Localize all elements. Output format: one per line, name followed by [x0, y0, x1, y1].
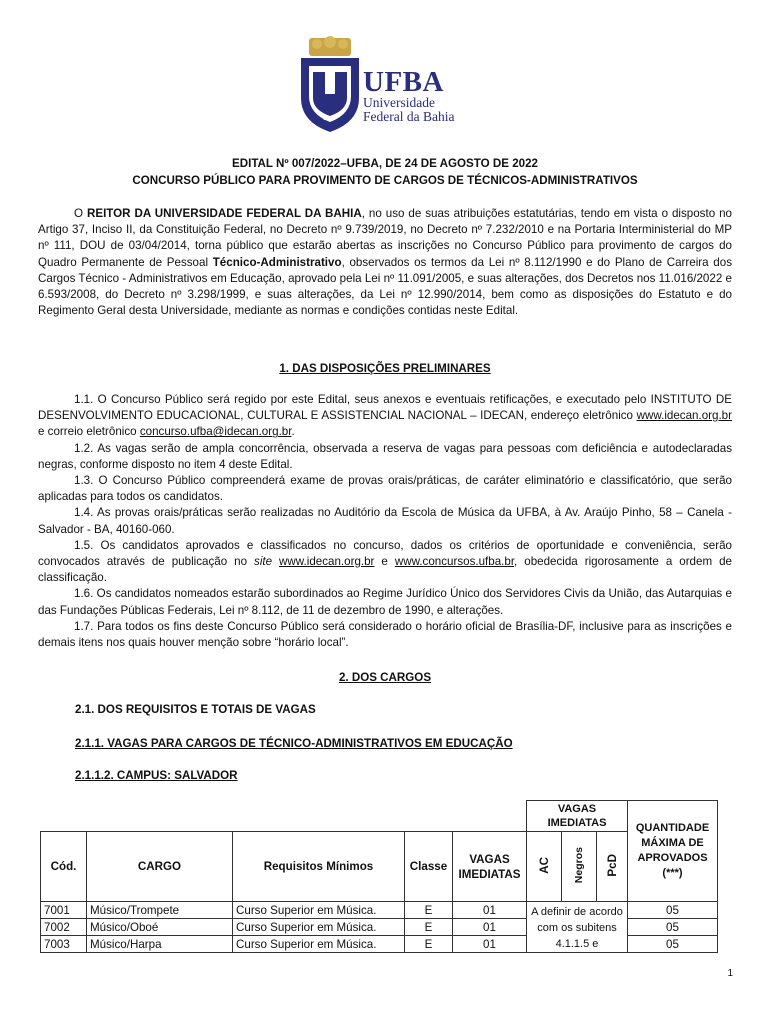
table-row	[41, 902, 718, 919]
item-1-3: 1.3. O Concurso Público compreenderá exame de provas orais/práticas, de caráter eliminatório e classificatório, que serão aplicadas para todos os candidatos.	[38, 474, 732, 504]
idecan-link-2[interactable]: www.idecan.org.br	[279, 555, 375, 569]
item-1-4: 1.4. As provas orais/práticas serão realizadas no Auditório da Escola de Música da UFBA, à Av. Araújo Pinho, 58 – Canela - Salvador - BA, 40160-060.	[38, 506, 732, 536]
edital-title: EDITAL Nº 007/2022–UFBA, DE 24 DE AGOSTO DE 2022	[232, 157, 538, 170]
negros-header: Negros	[573, 846, 585, 884]
merged-note-cell: A definir de acordo com os subitens 4.1.1.5 e	[527, 902, 628, 953]
item-1-1: 1.1. O Concurso Público será regido por este Edital, seus anexos e eventuais retificações, e executado pelo INSTITUTO DE DESENVOLVIMENTO EDUCACIONAL, CULTURAL E ASSISTENCIAL NACIONAL – IDECAN, endereço eletrônico www.idecan.org.br e correio eletrônico concurso.ufba@idecan.org.br.	[38, 393, 732, 439]
edital-subtitle: CONCURSO PÚBLICO PARA PROVIMENTO DE CARGOS DE TÉCNICOS-ADMINISTRATIVOS	[132, 174, 638, 187]
ufba-logo	[295, 36, 475, 136]
cargo-header: CARGO	[87, 832, 233, 902]
logo-name: UFBA	[363, 66, 444, 98]
item-1-6: 1.6. Os candidatos nomeados estarão subordinados ao Regime Jurídico Único dos Servidores Civis da União, das Autarquias e das Fundações Públicas Federais, Lei nº 8.112, de 11 de dezembro de 1990, e alterações.	[38, 587, 732, 617]
cell-quant: 05	[628, 902, 718, 919]
cell-quant: 05	[628, 919, 718, 936]
section-2-title: 2. DOS CARGOS	[338, 671, 432, 684]
section-1-body	[38, 392, 732, 651]
idecan-link[interactable]: www.idecan.org.br	[636, 409, 732, 423]
item-1-2: 1.2. As vagas serão de ampla concorrência, observada a reserva de vagas para pessoas com deficiência e autodeclaradas negras, conforme disposto no item 4 deste Edital.	[38, 441, 732, 471]
cell-vagas: 01	[453, 902, 527, 919]
subsection-2-1-1: 2.1.1. VAGAS PARA CARGOS DE TÉCNICO-ADMINISTRATIVOS EM EDUCAÇÃO	[75, 737, 513, 750]
section-1-title: 1. DAS DISPOSIÇÕES PRELIMINARES	[279, 362, 491, 375]
cell-cargo: Músico/Harpa	[87, 936, 233, 953]
logo-line1: Universidade	[363, 95, 435, 110]
vagas-table-wrapper	[40, 800, 718, 953]
subsection-2-1-1-2: 2.1.1.2. CAMPUS: SALVADOR	[75, 769, 238, 782]
item-1-5: 1.5. Os candidatos aprovados e classificados no concurso, dados os critérios de oportunidade e conveniência, serão convocados através de publicação no site www.idecan.org.br e www.concursos.ufba.br, obedecida rigorosamente a ordem de classificação.	[38, 538, 732, 585]
item-1-7: 1.7. Para todos os fins deste Concurso Público será considerado o horário oficial de Brasília-DF, inclusive para as inscrições e demais itens nos quais houver menção sobre “horário local”.	[38, 619, 732, 650]
quantidade-header: QUANTIDADE MÁXIMA DE APROVADOS (***)	[628, 801, 718, 902]
cell-cod: 7003	[41, 936, 87, 953]
cell-req: Curso Superior em Música.	[233, 902, 405, 919]
subsection-2-1: 2.1. DOS REQUISITOS E TOTAIS DE VAGAS	[75, 703, 316, 716]
cell-vagas: 01	[453, 936, 527, 953]
pcd-header: PcD	[605, 853, 619, 877]
cell-cod: 7002	[41, 919, 87, 936]
intro-paragraph: O REITOR DA UNIVERSIDADE FEDERAL DA BAHIA, no uso de suas atribuições estatutárias, tendo em vista o disposto no Artigo 37, Inciso II, da Constituição Federal, no Decreto nº 9.739/2019, no Decreto nº 7.232/2010 e na Portaria Interministerial do MP nº 111, DOU de 03/04/2014, torna público que estarão abertas as inscrições no Concurso Público para provimento de cargos do Quadro Permanente de Pessoal Técnico-Administrativo, observados os termos da Lei nº 8.112/1990 e do Plano de Carreira dos Cargos Técnico - Administrativos em Educação, aprovado pela Lei nº 11.091/2005, e suas alterações, dos Decretos nos 11.016/2022 e 6.593/2008, do Decreto nº 3.298/1999, e suas alterações, da Lei nº 12.990/2014, bem como as disposições do Estatuto e do Regimento Geral desta Universidade, mediante as normas e condições contidas neste Edital.	[38, 207, 732, 318]
cell-classe: E	[405, 936, 453, 953]
requisitos-header: Requisitos Mínimos	[233, 832, 405, 902]
ac-header: AC	[537, 856, 551, 874]
reitor-label: REITOR DA UNIVERSIDADE FEDERAL DA BAHIA	[86, 207, 362, 220]
classe-header: Classe	[405, 832, 453, 902]
cell-req: Curso Superior em Música.	[233, 919, 405, 936]
vagas-group-header: VAGAS IMEDIATAS	[527, 801, 628, 832]
seal-year: 1946	[323, 116, 335, 122]
cell-vagas: 01	[453, 919, 527, 936]
cell-cargo: Músico/Trompete	[87, 902, 233, 919]
logo-line2: Federal da Bahia	[363, 109, 455, 124]
vagas-header: VAGAS IMEDIATAS	[453, 832, 527, 902]
email-link[interactable]: concurso.ufba@idecan.org.br	[139, 425, 292, 439]
cell-req: Curso Superior em Música.	[233, 936, 405, 953]
vagas-table	[40, 800, 718, 953]
cod-header: Cód.	[41, 832, 87, 902]
cell-cargo: Músico/Oboé	[87, 919, 233, 936]
cell-cod: 7001	[41, 902, 87, 919]
cell-quant: 05	[628, 936, 718, 953]
cell-classe: E	[405, 919, 453, 936]
concursos-link[interactable]: www.concursos.ufba.br	[394, 555, 515, 569]
page-number: 1	[727, 968, 733, 979]
cell-classe: E	[405, 902, 453, 919]
